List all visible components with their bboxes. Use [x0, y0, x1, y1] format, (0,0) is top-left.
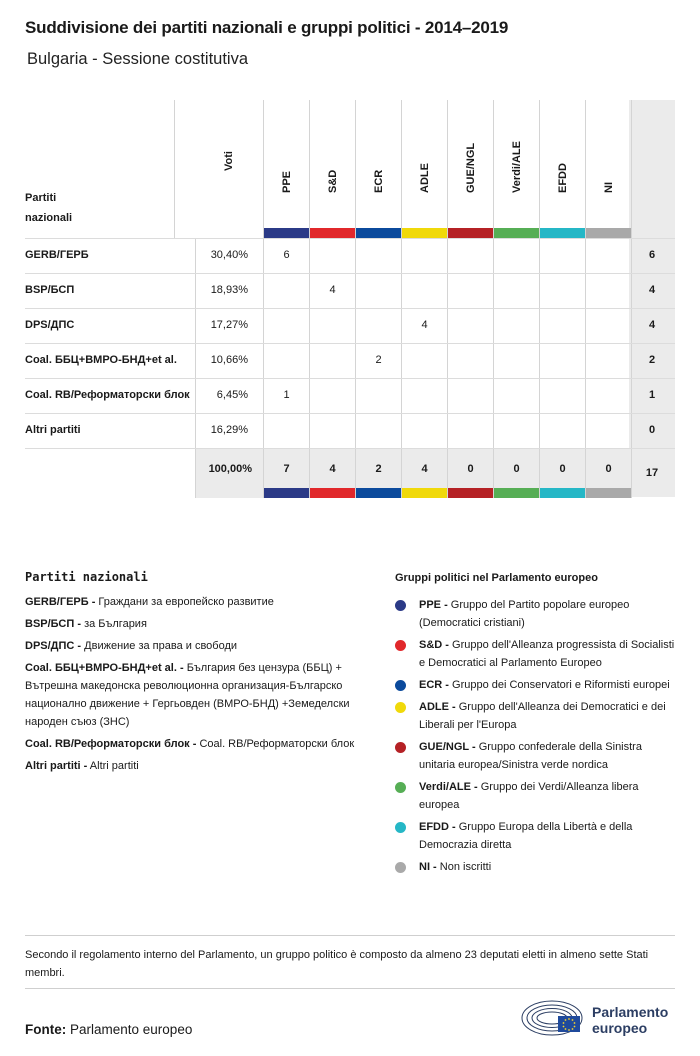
party-name: Coal. ББЦ+ВМРО-БНД+et al. [25, 354, 177, 366]
legend-party-item: BSP/БСП - за България [25, 618, 147, 630]
legend-political-groups [395, 572, 680, 880]
seat-cell [310, 238, 355, 273]
group-color-bar [494, 228, 539, 238]
party-seats: 2 [648, 354, 656, 366]
header-votes: Voti [223, 151, 235, 171]
seat-cell [402, 378, 447, 413]
header-group-guengl: GUE/NGL [465, 142, 477, 193]
seat-cell [494, 273, 539, 308]
seat-cell [494, 378, 539, 413]
legend-group-item: PPE - Gruppo del Partito popolare europeo (Democratici cristiani) [395, 596, 680, 632]
seat-cell [448, 343, 493, 378]
seat-cell [448, 413, 493, 448]
header-parties: Partiti nazionali [25, 192, 73, 224]
rules-note: Secondo il regolamento interno del Parlamento, un gruppo politico è composto da almeno 23 deputati eletti in almeno sette Stati membri. [25, 949, 649, 979]
header-group-verdiale: Verdi/ALE [511, 141, 523, 193]
group-color-dot-icon [395, 742, 406, 753]
parliament-logo [520, 996, 680, 1040]
seat-cell [586, 413, 631, 448]
total-seat-cell: 0 [513, 463, 520, 475]
seat-cell [356, 378, 401, 413]
seat-cell [448, 378, 493, 413]
legend-party-item: Coal. RB/Реформаторски блок - Coal. RB/Реформаторски блок [25, 738, 355, 750]
header-group-ni: NI [603, 182, 615, 193]
group-color-bar [448, 488, 493, 498]
seat-cell [586, 273, 631, 308]
party-name: BSP/БСП [25, 284, 75, 296]
party-name: DPS/ДПС [25, 319, 75, 331]
seat-cell: 2 [375, 354, 382, 366]
header-group-ppe: PPE [281, 170, 293, 193]
legend-group-item: ECR - Gruppo dei Conservatori e Riformisti europei [395, 676, 680, 694]
divider [25, 988, 675, 989]
legend-group-item: ADLE - Gruppo dell'Alleanza dei Democratici e dei Liberali per l'Europa [395, 698, 680, 734]
legend-group-item: EFDD - Gruppo Europa della Libertà e della Democrazia diretta [395, 818, 680, 854]
party-seats: 4 [648, 284, 656, 296]
party-votes: 10,66% [210, 354, 248, 366]
total-seat-cell: 0 [605, 463, 612, 475]
seat-cell: 4 [421, 319, 428, 331]
seat-cell [586, 308, 631, 343]
seats-table [25, 100, 675, 500]
party-name: Coal. RB/Реформаторски блок [25, 389, 190, 401]
group-color-dot-icon [395, 822, 406, 833]
seat-cell [540, 273, 585, 308]
group-color-bar [494, 488, 539, 498]
source-line: Fonte: Parlamento europeo [25, 1022, 193, 1037]
total-seat-cell: 0 [559, 463, 566, 475]
logo-text: Parlamento europeo [592, 1004, 669, 1036]
legend-group-item: NI - Non iscritti [395, 858, 680, 876]
seat-cell [586, 238, 631, 273]
party-name: GERB/ГЕРБ [25, 249, 89, 261]
group-color-bar [448, 228, 493, 238]
total-seats: 17 [645, 467, 659, 479]
divider [25, 935, 675, 936]
header-group-adle: ADLE [419, 163, 431, 193]
legend-national-parties [25, 570, 380, 779]
seat-cell [494, 308, 539, 343]
party-seats: 1 [648, 389, 656, 401]
page-subtitle: Bulgaria - Sessione costitutiva [27, 50, 249, 68]
page-title: Suddivisione dei partiti nazionali e gruppi politici - 2014–2019 [25, 18, 509, 37]
group-color-dot-icon [395, 862, 406, 873]
legend-party-item: DPS/ДПС - Движение за права и свободи [25, 640, 238, 652]
legend-group-item: GUE/NGL - Gruppo confederale della Sinistra unitaria europea/Sinistra verde nordica [395, 738, 680, 774]
group-color-bar [264, 228, 309, 238]
header-group-efdd: EFDD [557, 163, 569, 193]
seat-cell [264, 273, 309, 308]
legend-group-item: Verdi/ALE - Gruppo dei Verdi/Alleanza libera europea [395, 778, 680, 814]
group-color-bar [586, 488, 631, 498]
parliament-hemicycle-icon [520, 996, 590, 1040]
seat-cell: 6 [283, 249, 290, 261]
group-color-bar [310, 488, 355, 498]
seat-cell [448, 238, 493, 273]
group-color-dot-icon [395, 702, 406, 713]
group-color-bar [402, 488, 447, 498]
total-seat-cell: 4 [329, 463, 336, 475]
group-color-dot-icon [395, 600, 406, 611]
group-color-bar [586, 228, 631, 238]
seat-cell [540, 378, 585, 413]
seat-cell [540, 238, 585, 273]
group-color-bar [310, 228, 355, 238]
seat-cell [356, 308, 401, 343]
grid-line [174, 100, 175, 238]
group-color-dot-icon [395, 680, 406, 691]
seat-cell [586, 378, 631, 413]
seat-cell [402, 343, 447, 378]
party-seats: 0 [648, 424, 656, 436]
group-color-bar [356, 488, 401, 498]
seat-cell [540, 308, 585, 343]
legend-party-item: Altri partiti - Altri partiti [25, 760, 139, 772]
seat-cell [402, 238, 447, 273]
grid-line [25, 448, 675, 449]
party-seats: 6 [648, 249, 656, 261]
seat-cell: 1 [283, 389, 290, 401]
seat-cell [356, 273, 401, 308]
party-votes: 16,29% [210, 424, 248, 436]
seat-cell: 4 [329, 284, 336, 296]
party-name: Altri partiti [25, 424, 81, 436]
seat-cell [494, 413, 539, 448]
seat-cell [264, 413, 309, 448]
group-color-dot-icon [395, 640, 406, 651]
party-votes: 17,27% [210, 319, 248, 331]
seat-cell [310, 343, 355, 378]
total-seat-cell: 0 [467, 463, 474, 475]
seat-cell [310, 308, 355, 343]
legend-party-item: GERB/ГЕРБ - Граждани за европейско развитие [25, 596, 274, 608]
seat-cell [310, 378, 355, 413]
legend-group-item: S&D - Gruppo dell'Alleanza progressista di Socialisti e Democratici al Parlamento Europeo [395, 636, 680, 672]
seat-cell [264, 308, 309, 343]
seat-cell [494, 238, 539, 273]
seat-cell [310, 413, 355, 448]
seat-cell [402, 273, 447, 308]
header-group-sd: S&D [327, 169, 339, 193]
total-seat-cell: 7 [283, 463, 290, 475]
seat-cell [540, 413, 585, 448]
seat-cell [448, 273, 493, 308]
seat-cell [540, 343, 585, 378]
legend-party-item: Coal. ББЦ+ВМРО-БНД+et al. - България без цензура (ББЦ) + Вътрешна македонска революционна организация-Българско национално движение + Гергьовден (ВМРО-БНД) +Земеделски народен съюз (ЗНС) [25, 662, 350, 728]
seat-cell [356, 238, 401, 273]
group-color-bar [264, 488, 309, 498]
total-seat-cell: 2 [375, 463, 382, 475]
header-group-ecr: ECR [373, 169, 385, 193]
party-seats: 4 [648, 319, 656, 331]
seat-cell [402, 413, 447, 448]
legend-groups-title: Gruppi politici nel Parlamento europeo [395, 572, 598, 584]
seat-cell [264, 343, 309, 378]
seat-cell [448, 308, 493, 343]
total-seat-cell: 4 [421, 463, 428, 475]
group-color-bar [402, 228, 447, 238]
seat-cell [586, 343, 631, 378]
seat-cell [356, 413, 401, 448]
total-votes: 100,00% [208, 463, 252, 475]
legend-parties-title: Partiti nazionali [25, 570, 148, 584]
group-color-bar [540, 488, 585, 498]
seat-cell [494, 343, 539, 378]
party-votes: 6,45% [216, 389, 248, 401]
group-color-dot-icon [395, 782, 406, 793]
party-votes: 18,93% [210, 284, 248, 296]
group-color-bar [356, 228, 401, 238]
group-color-bar [540, 228, 585, 238]
party-votes: 30,40% [210, 249, 248, 261]
